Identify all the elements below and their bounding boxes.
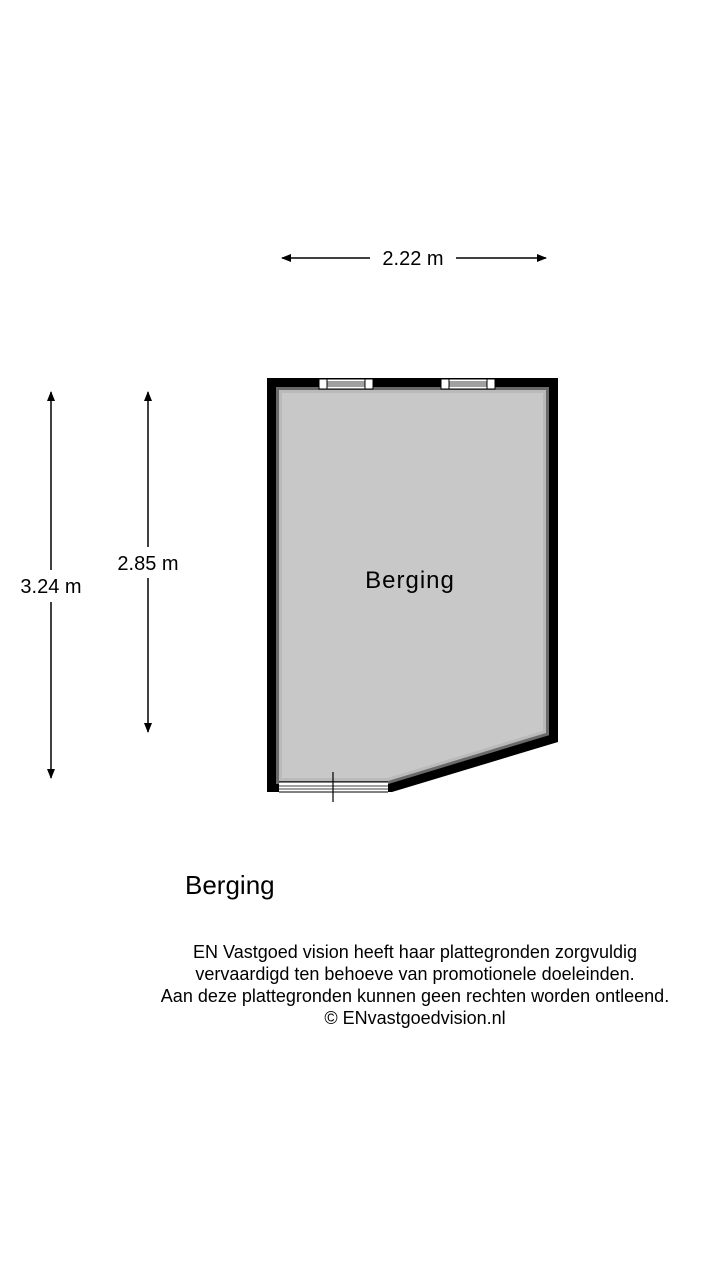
- disclaimer-line-2: vervaardigd ten behoeve van promotionele doeleinden.: [195, 964, 635, 984]
- floor-name: Berging: [185, 870, 275, 900]
- disclaimer-line-4: © ENvastgoedvision.nl: [324, 1008, 506, 1028]
- disclaimer-line-3: Aan deze plattegronden kunnen geen rechten worden ontleend.: [160, 986, 670, 1006]
- outer-height-label: 3.24 m: [20, 576, 82, 598]
- room-label: Berging: [365, 567, 455, 594]
- disclaimer-text: [0, 941, 720, 1029]
- disclaimer-line-1: EN Vastgoed vision heeft haar plattegronden zorgvuldig: [193, 942, 637, 962]
- inner-height-label: 2.85 m: [117, 553, 179, 575]
- width-dimension-label: 2.22 m: [382, 248, 444, 270]
